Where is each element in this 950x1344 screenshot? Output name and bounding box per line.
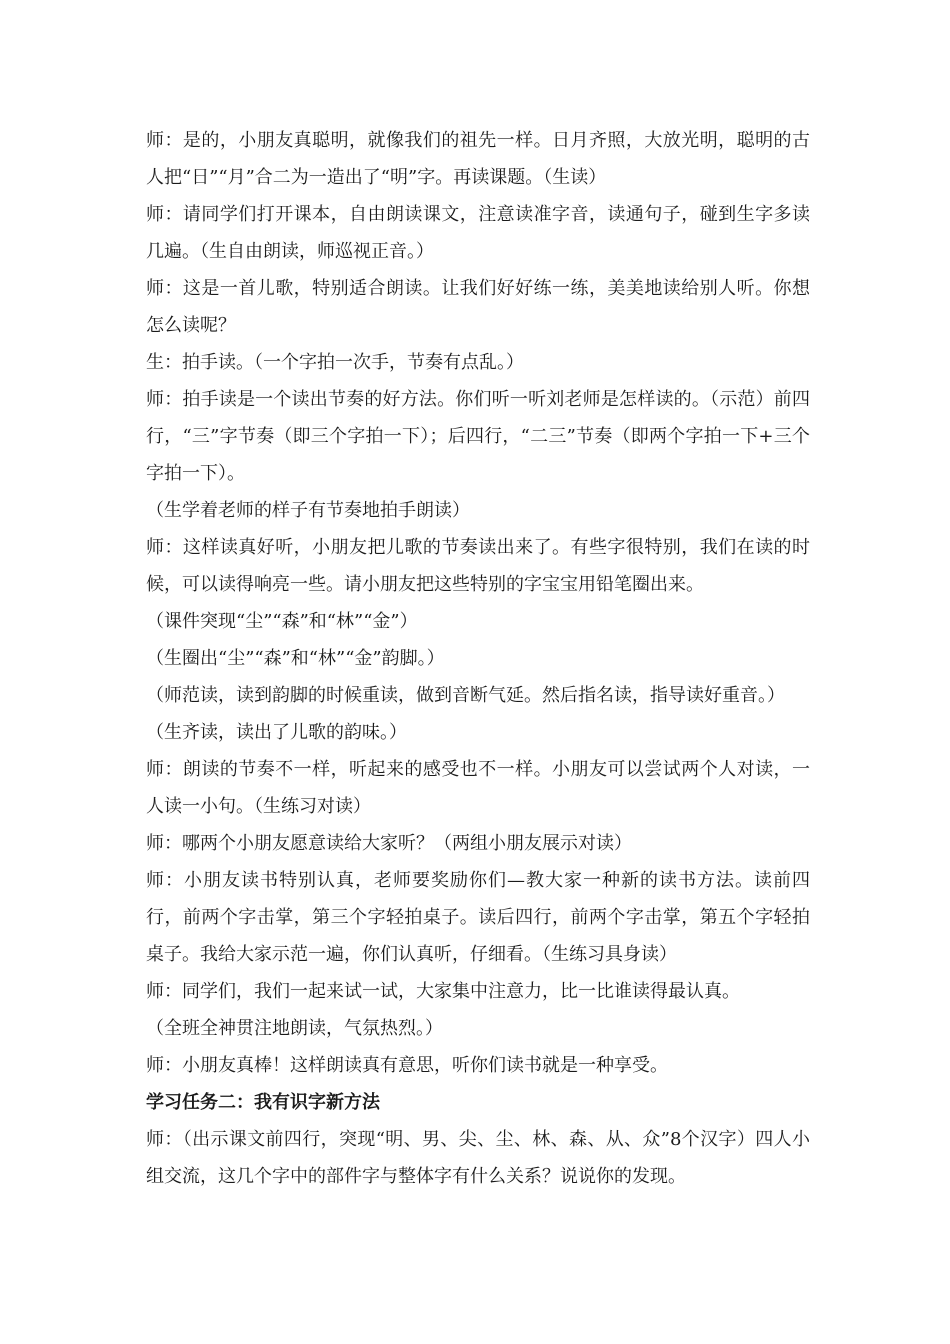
paragraph-teacher-new-method: 师：小朋友读书特别认真，老师要奖励你们—教大家一种新的读书方法。读前四行，前两个字击掌，第三个字轻拍桌子。读后四行，前两个字击掌，第五个字轻拍桌子。我给大家示范一遍，你们认真听，仔细看。（生练习具身读） — [146, 870, 810, 965]
paragraph-teacher-pair-reading: 师：朗读的节奏不一样，听起来的感受也不一样。小朋友可以尝试两个人对读，一人读一小句。（生练习对读） — [146, 759, 810, 817]
paragraph-teacher-model-reading: （师范读，读到韵脚的时候重读，做到音断气延。然后指名读，指导读好重音。） — [146, 685, 785, 706]
paragraph-teacher-praise: 师：小朋友真棒！这样朗读真有意思，听你们读书就是一种享受。 — [146, 1055, 668, 1076]
paragraph-teacher-try-together: 师：同学们，我们一起来试一试，大家集中注意力，比一比谁读得最认真。 — [146, 981, 740, 1002]
paragraph-teacher-volunteers: 师：哪两个小朋友愿意读给大家听？（两组小朋友展示对读） — [146, 833, 632, 854]
paragraph-students-imitate: （生学着老师的样子有节奏地拍手朗读） — [146, 500, 470, 521]
document-body — [146, 122, 810, 1195]
paragraph-teacher-group-discussion: 师：（出示课文前四行，突现“明、男、尖、尘、林、森、从、众”8个汉字）四人小组交流，这几个字中的部件字与整体字有什么关系？说说你的发现。 — [146, 1129, 810, 1187]
paragraph-teacher-rhythm-demo: 师：拍手读是一个读出节奏的好方法。你们听一听刘老师是怎样读的。（示范）前四行，“三”字节奏（即三个字拍一下）；后四行，“二三”节奏（即两个字拍一下+三个字拍一下）。 — [146, 389, 810, 484]
paragraph-student-clap-read: 生：拍手读。（一个字拍一次手，节奏有点乱。） — [146, 352, 524, 373]
paragraph-courseware-highlight: （课件突现“尘”“森”和“林”“金”） — [146, 611, 418, 632]
paragraph-teacher-circle-words: 师：这样读真好听，小朋友把儿歌的节奏读出来了。有些字很特别，我们在读的时候，可以读得响亮一些。请小朋友把这些特别的字宝宝用铅笔圈出来。 — [146, 537, 810, 595]
paragraph-teacher-ming-origin: 师：是的，小朋友真聪明，就像我们的祖先一样。日月齐照，大放光明，聪明的古人把“日”“月”合二为一造出了“明”字。再读课题。（生读） — [146, 130, 810, 188]
paragraph-teacher-nursery-rhyme: 师：这是一首儿歌，特别适合朗读。让我们好好练一练，美美地读给别人听。你想怎么读呢？ — [146, 278, 810, 336]
paragraph-students-read-together: （生齐读，读出了儿歌的韵味。） — [146, 722, 407, 743]
paragraph-students-circle-rhymes: （生圈出“尘”“森”和“林”“金”韵脚。） — [146, 648, 445, 669]
section-heading-task-two: 学习任务二：我有识字新方法 — [146, 1092, 380, 1113]
paragraph-teacher-open-textbook: 师：请同学们打开课本，自由朗读课文，注意读准字音，读通句子，碰到生字多读几遍。（生自由朗读，师巡视正音。） — [146, 204, 810, 262]
paragraph-class-reading: （全班全神贯注地朗读，气氛热烈。） — [146, 1018, 443, 1039]
